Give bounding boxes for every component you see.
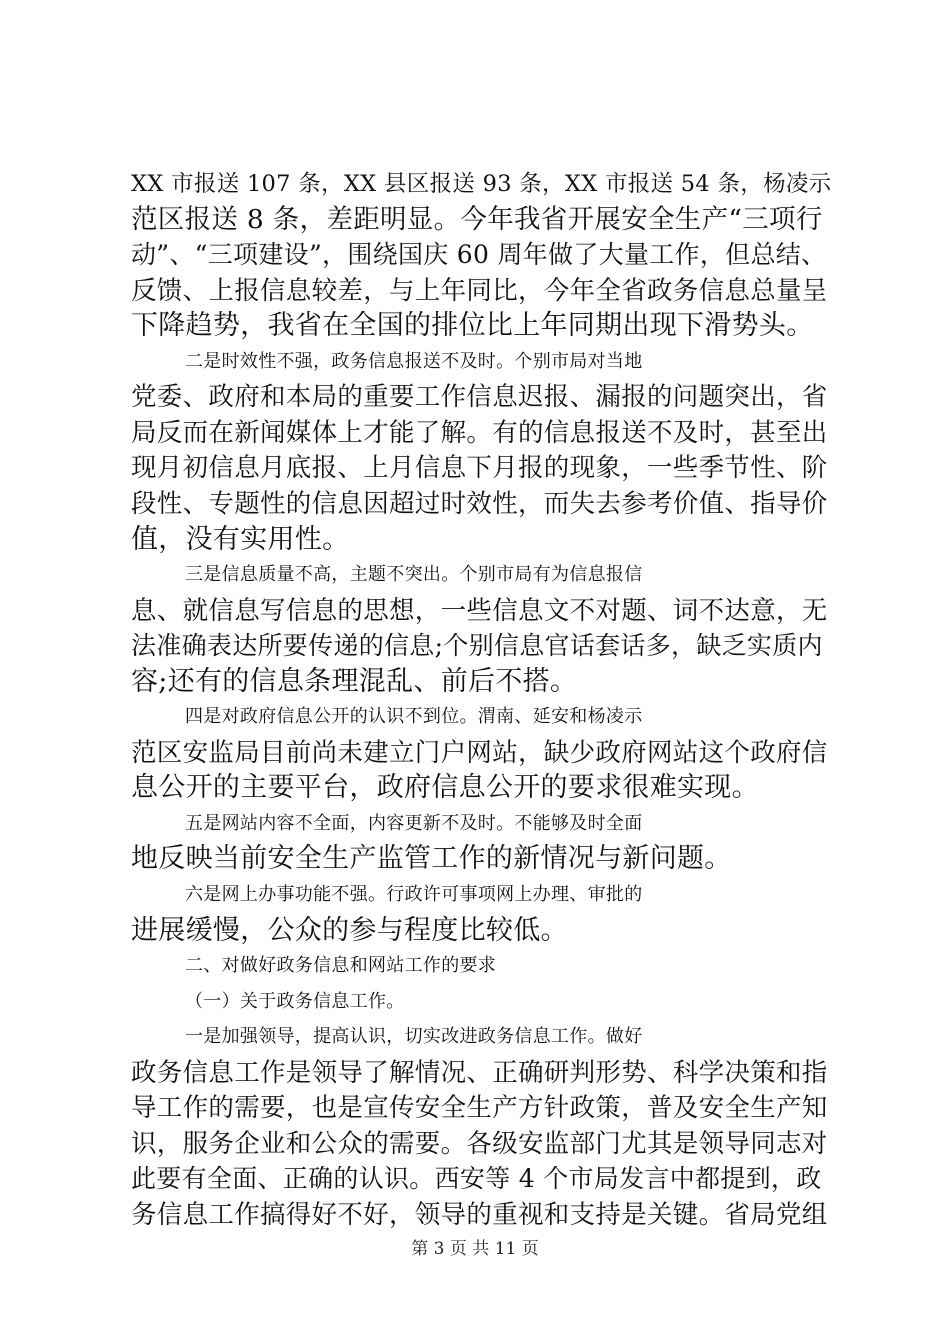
text-line: 地反映当前安全生产监管工作的新情况与新问题。 [131, 843, 732, 874]
text-line: 息公开的主要平台，政府信息公开的要求很难实现。 [131, 772, 759, 803]
text-line: 范区安监局目前尚未建立门户网站，缺少政府网站这个政府信 [131, 738, 828, 768]
paragraph-start: 三是信息质量不高，主题不突出。个别市局有为信息报信 [185, 564, 643, 585]
paragraph-start: 五是网站内容不全面，内容更新不及时。不能够及时全面 [185, 813, 643, 834]
text-line: 下降趋势，我省在全国的排位比上年同期出现下滑势头。 [131, 310, 814, 341]
text-line: 现月初信息月底报、上月信息下月报的现象，一些季节性、阶 [131, 453, 828, 483]
paragraph-start: 一是加强领导，提高认识，切实改进政务信息工作。做好 [185, 1026, 643, 1047]
text-line: 识，服务企业和公众的需要。各级安监部门尤其是领导同志对 [131, 1129, 828, 1159]
subsection-heading: （一）关于政务信息工作。 [185, 991, 405, 1012]
page-footer: 第 3 页 共 11 页 [411, 1239, 539, 1259]
text-line: 息、就信息写信息的思想，一些信息文不对题、词不达意，无 [131, 596, 828, 626]
text-line: 值，没有实用性。 [131, 524, 350, 555]
text-line: 容;还有的信息条理混乱、前后不搭。 [131, 666, 578, 697]
text-line: 导工作的需要，也是宣传安全生产方针政策，普及安全生产知 [131, 1093, 828, 1123]
text-line: 此要有全面、正确的认识。西安等 4 个市局发言中都提到，政 [131, 1164, 822, 1193]
text-line: 务信息工作搞得好不好，领导的重视和支持是关键。省局党组 [131, 1200, 828, 1230]
text-line: 进展缓慢，公众的参与程度比较低。 [131, 915, 568, 946]
paragraph-start: 六是网上办事功能不强。行政许可事项网上办理、审批的 [185, 884, 643, 905]
paragraph-start: 四是对政府信息公开的认识不到位。渭南、延安和杨凌示 [185, 706, 643, 727]
text-line: 政务信息工作是领导了解情况、正确研判形势、科学决策和指 [131, 1058, 828, 1088]
text-line: 段性、专题性的信息因超过时效性，而失去参考价值、指导价 [131, 489, 828, 519]
text-line: 反馈、上报信息较差，与上年同比，今年全省政务信息总量呈 [131, 276, 828, 306]
text-line: 范区报送 8 条，差距明显。今年我省开展安全生产“三项行 [131, 204, 823, 235]
text-line: 局反而在新闻媒体上才能了解。有的信息报送不及时，甚至出 [131, 418, 828, 448]
section-heading: 二、对做好政务信息和网站工作的要求 [185, 955, 497, 976]
text-line: 党委、政府和本局的重要工作信息迟报、漏报的问题突出，省 [131, 382, 828, 412]
paragraph-start: 二是时效性不强，政务信息报送不及时。个别市局对当地 [185, 351, 643, 372]
text-line: 动”、“三项建设”，围绕国庆 60 周年做了大量工作，但总结、 [131, 240, 827, 269]
text-line: 法准确表达所要传递的信息;个别信息官话套话多，缺乏实质内 [131, 631, 823, 660]
text-line: XX 市报送 107 条，XX 县区报送 93 条，XX 市报送 54 条，杨凌示 [131, 171, 832, 197]
